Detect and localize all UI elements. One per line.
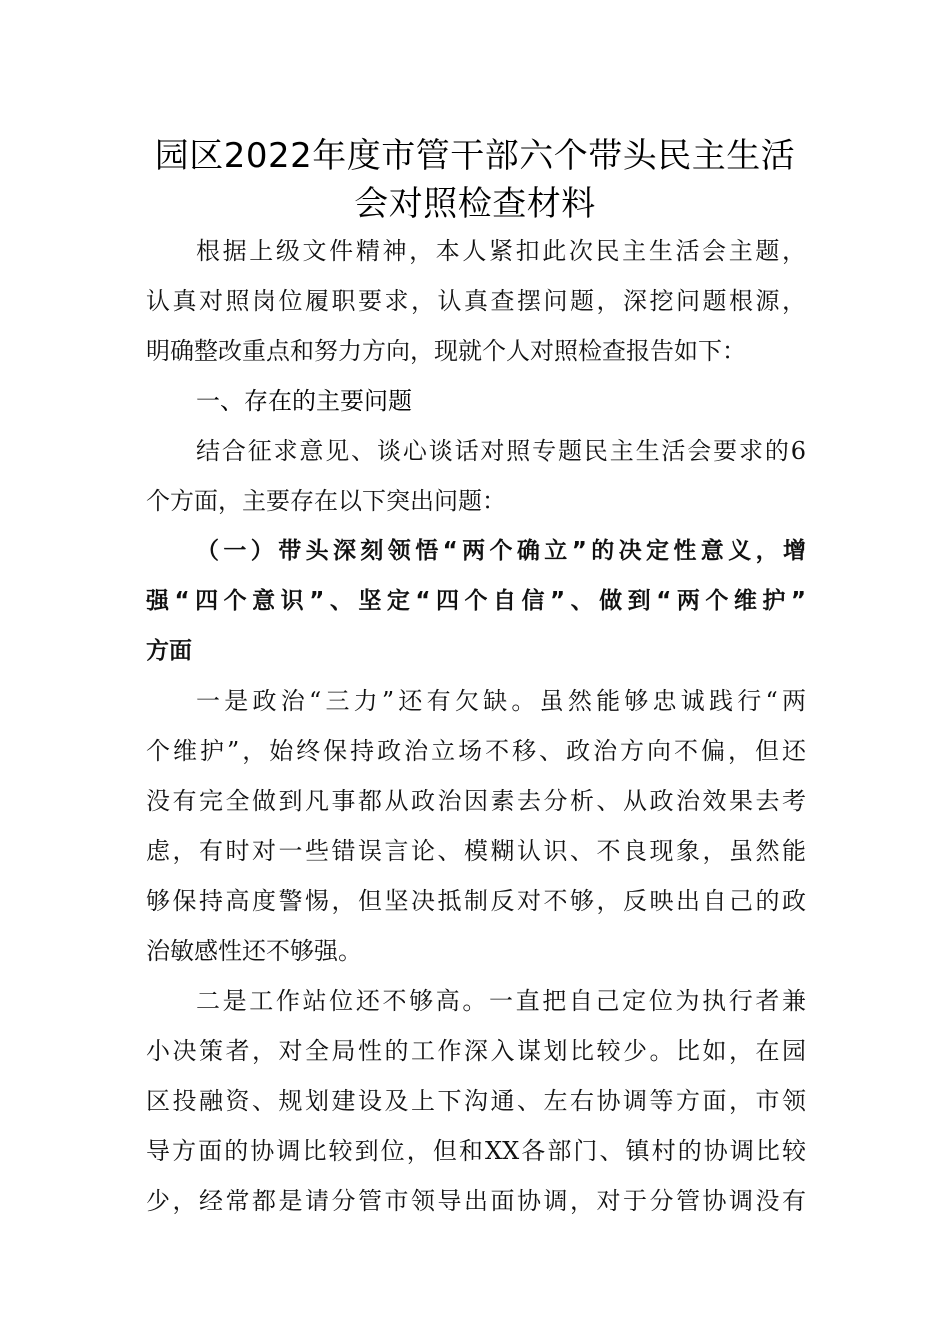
- paragraph-line: 少，经常都是请分管市领导出面协调，对于分管协调没有: [146, 1187, 806, 1215]
- paragraph-line: 区投融资、规划建设及上下沟通、左右协调等方面，市领: [146, 1087, 806, 1115]
- section-intro-line: 结合征求意见、谈心谈话对照专题民主生活会要求的6: [196, 437, 806, 465]
- paragraph-line: 没有完全做到凡事都从政治因素去分析、从政治效果去考: [146, 787, 806, 815]
- paragraph-line: 治敏感性还不够强。: [146, 937, 362, 965]
- section-intro-line: 个方面，主要存在以下突出问题：: [146, 487, 506, 515]
- subheading-line: 方面: [146, 638, 192, 664]
- intro-line: 根据上级文件精神，本人紧扣此次民主生活会主题，: [196, 237, 806, 265]
- subheading-line: （一）带头深刻领悟“两个确立”的决定性意义，增: [196, 538, 806, 564]
- paragraph-line: 够保持高度警惕，但坚决抵制反对不够，反映出自己的政: [146, 887, 806, 915]
- document-title-line-2: 会对照检查材料: [354, 184, 596, 224]
- section-heading: 一、存在的主要问题: [196, 387, 412, 415]
- intro-line: 明确整改重点和努力方向，现就个人对照检查报告如下：: [146, 337, 746, 365]
- subheading-line: 强“四个意识”、坚定“四个自信”、做到“两个维护”: [146, 588, 806, 614]
- paragraph-line: 一是政治“三力”还有欠缺。虽然能够忠诚践行“两: [196, 687, 806, 715]
- document-title-line-1: 园区2022年度市管干部六个带头民主生活: [154, 136, 796, 176]
- paragraph-line: 个维护”，始终保持政治立场不移、政治方向不偏，但还: [146, 737, 806, 765]
- paragraph-line: 虑，有时对一些错误言论、模糊认识、不良现象，虽然能: [146, 837, 806, 865]
- paragraph-line: 导方面的协调比较到位，但和XX各部门、镇村的协调比较: [146, 1137, 806, 1165]
- paragraph-line: 小决策者，对全局性的工作深入谋划比较少。比如，在园: [146, 1037, 806, 1065]
- intro-line: 认真对照岗位履职要求，认真查摆问题，深挖问题根源，: [146, 287, 806, 315]
- paragraph-line: 二是工作站位还不够高。一直把自己定位为执行者兼: [196, 987, 806, 1015]
